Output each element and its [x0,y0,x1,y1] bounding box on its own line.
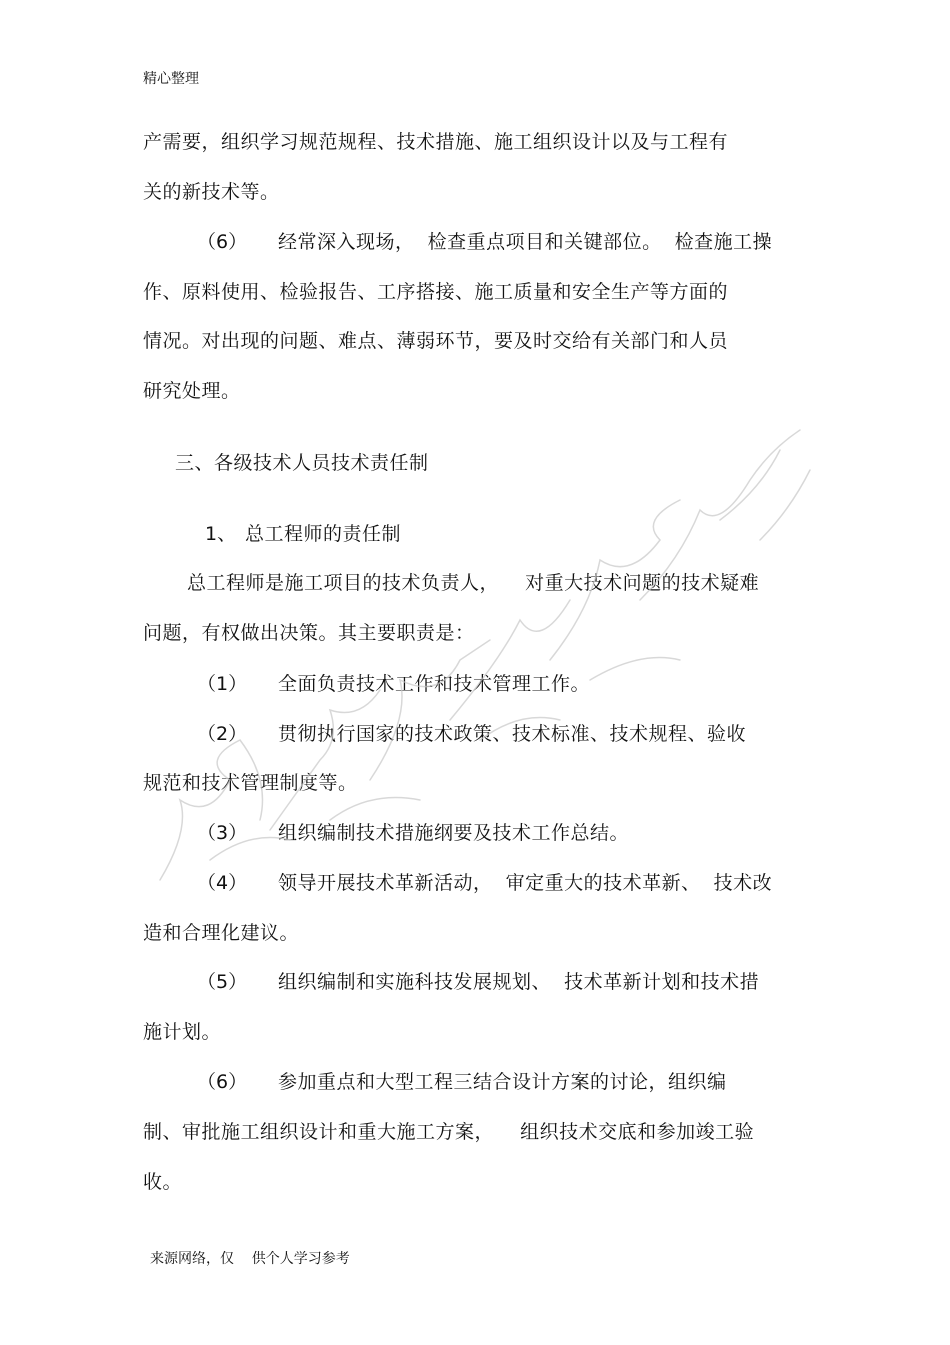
paragraph-line: 规范和技术管理制度等。 [143,772,358,794]
page-footer: 来源网络，仅 供个人学习参考 [150,1251,350,1267]
paragraph-line: 全面负责技术工作和技术管理工作。 [278,673,591,695]
paragraph-line: 收。 [143,1171,183,1193]
item-number: （3） [197,822,248,844]
paragraph-line: 关的新技术等。 [143,181,280,203]
paragraph-line: 总工程师是施工项目的技术负责人， 对重大技术问题的技术疑难 [187,572,760,594]
item-number: （5） [197,971,248,993]
item-number: （2） [197,723,248,745]
paragraph-line: 领导开展技术革新活动， 审定重大的技术革新、 技术改 [278,872,773,894]
item-number: （4） [197,872,248,894]
section-heading: 三、各级技术人员技术责任制 [175,452,429,474]
paragraph-line: 施计划。 [143,1021,222,1043]
paragraph-line: 作、原料使用、检验报告、工序搭接、施工质量和安全生产等方面的 [143,281,729,303]
paragraph-line: 问题，有权做出决策。其主要职责是： [143,622,475,644]
paragraph-line: 制、审批施工组织设计和重大施工方案， 组织技术交底和参加竣工验 [143,1121,755,1143]
subsection-number: 1、 [205,523,237,545]
item-number: （6） [197,1071,248,1093]
subsection-heading: 总工程师的责任制 [245,523,402,545]
paragraph-line: 经常深入现场， 检查重点项目和关键部位。 检查施工操 [278,231,773,253]
paragraph-line: 参加重点和大型工程三结合设计方案的讨论，组织编 [278,1071,727,1093]
paragraph-line: 组织编制和实施科技发展规划、 技术革新计划和技术措 [278,971,760,993]
paragraph-line: 情况。对出现的问题、难点、薄弱环节，要及时交给有关部门和人员 [143,330,729,352]
paragraph-line: 组织编制技术措施纲要及技术工作总结。 [278,822,630,844]
paragraph-line: 产需要，组织学习规范规程、技术措施、施工组织设计以及与工程有 [143,131,729,153]
page-header: 精心整理 [143,71,199,87]
paragraph-line: 造和合理化建议。 [143,922,300,944]
item-number: （1） [197,673,248,695]
paragraph-line: 研究处理。 [143,380,241,402]
paragraph-line: 贯彻执行国家的技术政策、技术标准、技术规程、验收 [278,723,747,745]
item-number: （6） [197,231,248,253]
